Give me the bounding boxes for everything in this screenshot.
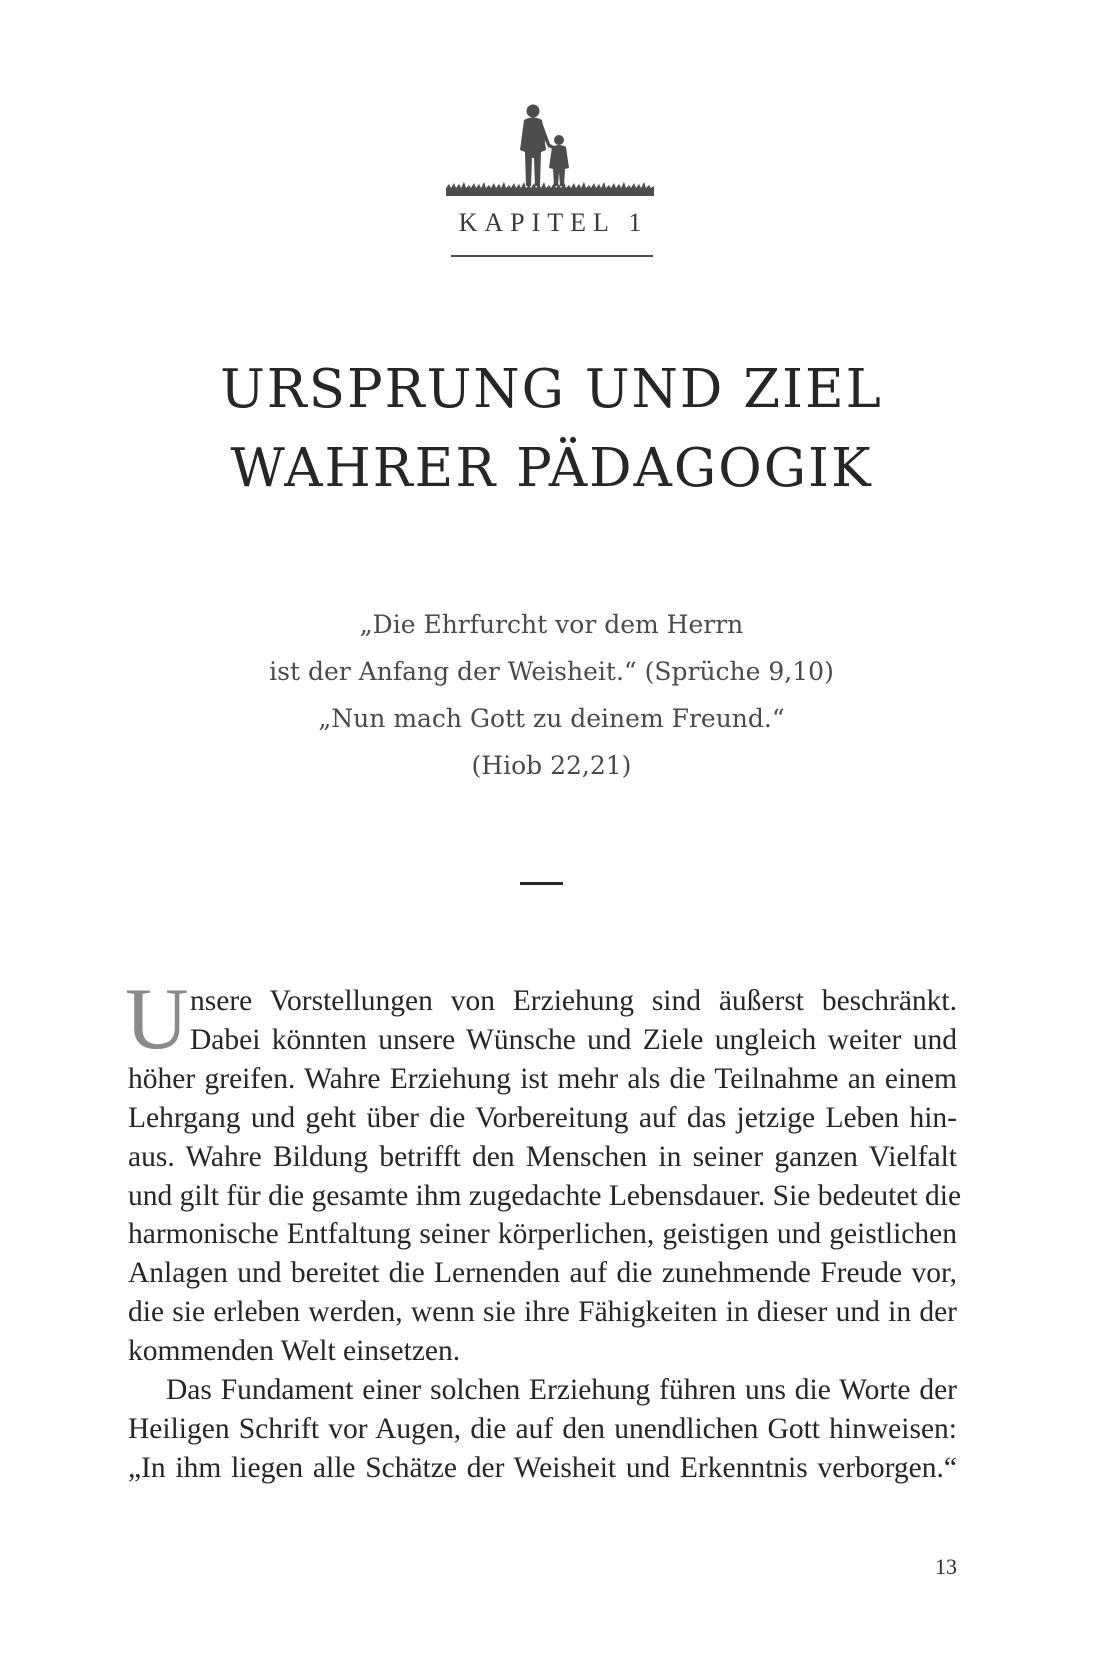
drop-cap: U: [125, 971, 189, 1068]
epigraph-line: (Hiob 22,21): [471, 751, 632, 780]
body-text: [125, 971, 962, 1488]
body-line: Das Fundament einer solchen Erziehung führen uns die Worte der: [166, 1374, 957, 1407]
chapter-title-line: WAHRER PÄDAGOGIK: [230, 438, 873, 499]
body-line: aus. Wahre Bildung betrifft den Menschen in seiner ganzen Vielfalt: [128, 1140, 957, 1173]
body-line: die sie erleben werden, wenn sie ihre Fähigkeiten in dieser und in der: [128, 1296, 957, 1329]
body-line: und gilt für die gesamte ihm zugedachte Lebensdauer. Sie bedeutet die: [128, 1179, 962, 1212]
page-number: 13: [935, 1554, 957, 1579]
chapter-label: KAPITEL 1: [458, 208, 649, 237]
body-line: Lehrgang und geht über die Vorbereitung auf das jetzige Leben hin-: [128, 1101, 957, 1134]
body-line: höher greifen. Wahre Erziehung ist mehr als die Teilnahme an einem: [128, 1062, 957, 1095]
body-line: „In ihm liegen alle Schätze der Weisheit und Erkenntnis verborgen.“: [128, 1451, 957, 1484]
body-line: Dabei könnten unsere Wünsche und Ziele ungleich weiter und: [190, 1023, 957, 1056]
epigraph: [0, 601, 1103, 789]
chapter-rule: [451, 255, 653, 257]
body-line: kommenden Welt einsetzen.: [128, 1335, 461, 1368]
epigraph-line: „Nun mach Gott zu deinem Freund.“: [318, 704, 785, 733]
epigraph-line: „Die Ehrfurcht vor dem Herrn: [359, 610, 744, 639]
chapter-title: [0, 350, 1103, 508]
body-line: Heiligen Schrift vor Augen, die auf den unendlichen Gott hinweisen:: [128, 1412, 957, 1445]
body-line: nsere Vorstellungen von Erziehung sind äußerst beschränkt.: [190, 985, 957, 1017]
body-line: Anlagen und bereitet die Lernenden auf die zunehmende Freude vor,: [128, 1257, 957, 1290]
section-divider: [520, 882, 563, 885]
chapter-title-line: URSPRUNG UND ZIEL: [220, 359, 883, 420]
parent-child-silhouette-icon: [446, 100, 654, 204]
epigraph-line: ist der Anfang der Weisheit.“ (Sprüche 9,10): [269, 657, 834, 686]
body-line: harmonische Entfaltung seiner körperlichen, geistigen und geistlichen: [128, 1218, 957, 1251]
